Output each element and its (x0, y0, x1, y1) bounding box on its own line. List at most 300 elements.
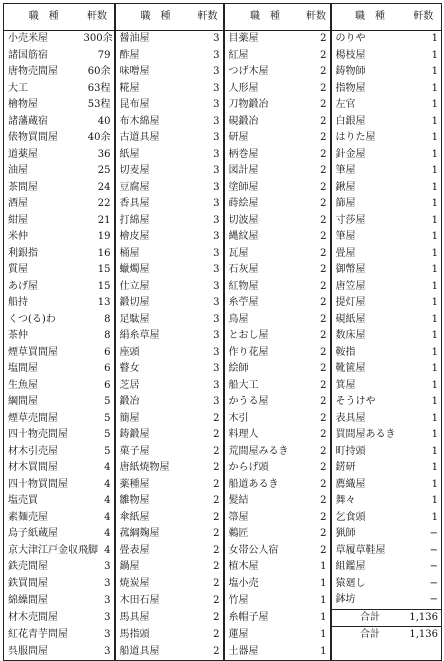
occupation-name: 諸藩蔵宿 (4, 114, 82, 131)
household-count: 2 (320, 363, 327, 375)
occupation-name: 薦織屋 (331, 477, 407, 494)
table-row (4, 510, 442, 527)
occupation-name: 目薬屋 (224, 31, 304, 48)
table-row (4, 81, 442, 98)
household-count: 3 (104, 594, 111, 606)
household-count: − (407, 559, 442, 576)
occupation-name: 靴篋屋 (331, 361, 407, 378)
occupation-name: 切波屋 (224, 213, 304, 230)
household-count: 25 (97, 165, 111, 177)
household-count: 1 (407, 427, 442, 444)
household-count: 4 (104, 528, 111, 540)
occupation-name: 醤油屋 (115, 31, 194, 48)
household-count: 2 (320, 495, 327, 507)
household-count: 4 (104, 544, 111, 556)
occupation-name: 菓子屋 (115, 444, 194, 461)
household-count: 1 (304, 644, 331, 661)
occupation-name: 指物屋 (331, 81, 407, 98)
occupation-name: 糀屋 (115, 81, 194, 98)
occupation-name: 絹糸草屋 (115, 328, 194, 345)
household-count: 3 (213, 99, 220, 111)
household-count: 53程 (87, 99, 111, 111)
occupation-name: 素麺売屋 (4, 510, 82, 527)
occupation-name: 檜物屋 (4, 97, 82, 114)
household-count: 5 (104, 396, 111, 408)
occupation-name: 小売米屋 (4, 31, 82, 48)
occupation-name: 木田石屋 (115, 592, 194, 609)
household-count: 40 (97, 115, 111, 127)
occupation-name: 鞍指 (331, 345, 407, 362)
occupation-name: 木引 (224, 411, 304, 428)
occupation-name: 竹屋 (224, 592, 304, 609)
occupation-name: 蠟燭屋 (115, 262, 194, 279)
occupation-name: はりた屋 (331, 130, 407, 147)
occupation-name: 烏子紙蔵屋 (4, 526, 82, 543)
household-count: 6 (104, 346, 111, 358)
table-row (4, 644, 442, 661)
occupation-name: 篩屋 (331, 196, 407, 213)
table-row (4, 130, 442, 147)
header-count-3: 軒数 (304, 4, 331, 31)
occupation-name: 船大工 (224, 378, 304, 395)
occupation-name: 蒔絵屋 (224, 196, 304, 213)
household-count: 13 (97, 297, 111, 309)
household-count: 2 (213, 511, 220, 523)
table-row (4, 48, 442, 65)
header-occupation-3: 職 種 (224, 4, 304, 31)
table-row (4, 246, 442, 263)
household-count: 4 (104, 478, 111, 490)
occupation-name: 芝居 (115, 378, 194, 395)
household-count: 2 (320, 330, 327, 342)
occupation-name: 米仲 (4, 229, 82, 246)
occupation-name: 馬指頭 (115, 627, 194, 644)
occupation-name: 菰綱麹屋 (115, 526, 194, 543)
occupation-name: 鵜匠 (224, 526, 304, 543)
occupation-name: 針金屋 (331, 147, 407, 164)
household-count: 1 (407, 279, 442, 296)
occupation-name: とおし屋 (224, 328, 304, 345)
household-count: 2 (320, 297, 327, 309)
household-count: 1 (320, 611, 327, 623)
household-count: 2 (320, 313, 327, 325)
total-value: 1,136 (407, 627, 442, 644)
occupation-name: 薬種屋 (115, 477, 194, 494)
household-count: 2 (320, 231, 327, 243)
table-row (4, 229, 442, 246)
table-row (4, 345, 442, 362)
household-count: 3 (213, 49, 220, 61)
table-row (4, 427, 442, 444)
occupation-name: 塗師屋 (224, 180, 304, 197)
household-count: 2 (213, 495, 220, 507)
household-count: 2 (320, 49, 327, 61)
occupation-name: 糸帽子屋 (224, 609, 304, 627)
occupation-name: 唐笠屋 (331, 279, 407, 296)
household-count: 21 (97, 214, 111, 226)
occupation-name: 桶屋 (115, 246, 194, 263)
header-occupation-4: 職 種 (331, 4, 407, 31)
occupation-name: 鉄売間屋 (4, 559, 82, 576)
occupation-name: 御幣屋 (331, 262, 407, 279)
occupation-name: 白銀屋 (331, 114, 407, 131)
household-count: 2 (320, 181, 327, 193)
household-count: 3 (213, 148, 220, 160)
occupation-name: 土器屋 (224, 644, 304, 661)
occupation-name: 鳥屋 (224, 312, 304, 329)
occupation-name: 道薬屋 (4, 147, 82, 164)
table-row (4, 609, 442, 627)
occupation-name: くつ(る)わ (4, 312, 82, 329)
occupation-name: 瓦屋 (224, 246, 304, 263)
table-row (4, 279, 442, 296)
occupation-name: 研屋 (224, 130, 304, 147)
header-count-2: 軒数 (194, 4, 224, 31)
occupation-name: 鍛切屋 (115, 295, 194, 312)
table-row (4, 328, 442, 345)
occupation-name: 船持 (4, 295, 82, 312)
occupation-name: 大工 (4, 81, 82, 98)
occupation-name: 錺研 (331, 460, 407, 477)
household-count: 1 (407, 328, 442, 345)
occupation-name: 猟師 (331, 526, 407, 543)
occupation-name: 塩売買 (4, 493, 82, 510)
household-count: 1 (407, 444, 442, 461)
household-count: 1 (320, 561, 327, 573)
occupation-name: 傘紙屋 (115, 510, 194, 527)
occupation-name: 糸苧屋 (224, 295, 304, 312)
occupation-name: 茶仲 (4, 328, 82, 345)
occupation-name: 鍛冶 (115, 394, 194, 411)
occupation-name: かうる屋 (224, 394, 304, 411)
occupation-name: 豆腐屋 (115, 180, 194, 197)
occupation-name: あげ屋 (4, 279, 82, 296)
household-count: 3 (213, 396, 220, 408)
occupation-name: からげ頭 (224, 460, 304, 477)
occupation-name: 唐紙焼物屋 (115, 460, 194, 477)
household-count: 2 (213, 429, 220, 441)
occupation-name: 酒屋 (4, 196, 82, 213)
household-count: 300余 (83, 33, 113, 45)
household-count: 1 (407, 394, 442, 411)
occupation-name: 塩小売 (224, 576, 304, 593)
occupation-name: 生魚屋 (4, 378, 82, 395)
occupation-name: 紅屋 (224, 48, 304, 65)
table-row (4, 262, 442, 279)
household-count: 60余 (87, 66, 111, 78)
table-row (4, 493, 442, 510)
occupation-name: 煙草売間屋 (4, 411, 82, 428)
household-count: 3 (213, 264, 220, 276)
occupation-name: 植木屋 (224, 559, 304, 576)
occupation-name: 箕屋 (331, 378, 407, 395)
household-count: 8 (104, 313, 111, 325)
household-count: 2 (320, 115, 327, 127)
occupation-name: 俵物買間屋 (4, 130, 82, 147)
household-count: 2 (320, 247, 327, 259)
household-count: 1 (407, 180, 442, 197)
household-count: 4 (104, 495, 111, 507)
occupation-name: 提灯屋 (331, 295, 407, 312)
occupation-name: 簡屋 (115, 411, 194, 428)
occupation-name: 切麦屋 (115, 163, 194, 180)
table-row (4, 147, 442, 164)
occupation-name: 鉄買間屋 (4, 576, 82, 593)
household-count: 3 (213, 363, 220, 375)
occupation-name: 四十物売間屋 (4, 427, 82, 444)
occupation-name: 船道具屋 (115, 644, 194, 661)
header-occupation-1: 職 種 (4, 4, 82, 31)
occupation-name: 人形屋 (224, 81, 304, 98)
household-count: 3 (213, 82, 220, 94)
household-count: 1 (407, 361, 442, 378)
occupation-name: 鋳物師 (331, 64, 407, 81)
occupation-name: 紅花青芋問屋 (4, 627, 82, 644)
occupation-name: 筆屋 (331, 229, 407, 246)
header-count-4: 軒数 (407, 4, 442, 31)
household-count: 2 (213, 462, 220, 474)
occupation-name: 硯紙屋 (331, 312, 407, 329)
household-count: 2 (320, 412, 327, 424)
table-row (4, 97, 442, 114)
household-count: 15 (97, 280, 111, 292)
household-count: 3 (213, 247, 220, 259)
empty-cell (407, 644, 442, 661)
household-count: 3 (104, 577, 111, 589)
occupation-name: 仕立屋 (115, 279, 194, 296)
table-row (4, 295, 442, 312)
household-count: 1 (407, 312, 442, 329)
occupation-name: 鋳鍛屋 (115, 427, 194, 444)
table-row (4, 180, 442, 197)
occupation-name: 鍋屋 (115, 559, 194, 576)
household-count: 3 (213, 198, 220, 210)
household-count: 1 (407, 31, 442, 48)
household-count: 1 (407, 510, 442, 527)
occupation-name: 荒間屋みるき (224, 444, 304, 461)
occupation-name: 座頭 (115, 345, 194, 362)
table-body (4, 31, 442, 661)
table-row (4, 394, 442, 411)
household-count: 2 (320, 379, 327, 391)
household-count: 1 (407, 460, 442, 477)
household-count: 3 (82, 644, 115, 661)
household-count: 1 (407, 262, 442, 279)
occupation-name: 猿廻し (331, 576, 407, 593)
household-count: 3 (213, 132, 220, 144)
table-row (4, 543, 442, 560)
occupation-name: 箒屋 (224, 510, 304, 527)
occupation-name: 絵師 (224, 361, 304, 378)
occupation-name: 買間屋あるき (331, 427, 407, 444)
table-row (4, 361, 442, 378)
household-count: 1 (407, 97, 442, 114)
occupation-name: 紅物屋 (224, 279, 304, 296)
table-row (4, 378, 442, 395)
household-count: 4 (104, 462, 111, 474)
household-count: 8 (104, 330, 111, 342)
occupation-name: 瞽女 (115, 361, 194, 378)
occupation-name: 紙屋 (115, 147, 194, 164)
occupation-name: 数床屋 (331, 328, 407, 345)
occupation-name: 石灰屋 (224, 262, 304, 279)
household-count: 1 (407, 477, 442, 494)
household-count: 3 (213, 330, 220, 342)
household-count: 2 (213, 478, 220, 490)
household-count: 16 (97, 247, 111, 259)
total-label: 合計 (331, 609, 407, 627)
household-count: 2 (320, 511, 327, 523)
household-count: 2 (320, 462, 327, 474)
occupation-count-table (3, 3, 442, 661)
household-count: 6 (104, 379, 111, 391)
occupation-name: つげ木屋 (224, 64, 304, 81)
occupation-name: 硯鍛冶 (224, 114, 304, 131)
occupation-name: 女帯公人宿 (224, 543, 304, 560)
occupation-name: 鉢坊 (331, 592, 407, 609)
household-count: 3 (213, 379, 220, 391)
occupation-name: 表具屋 (331, 411, 407, 428)
occupation-name: 諸国筋宿 (4, 48, 82, 65)
occupation-name: 馬具屋 (115, 609, 194, 627)
occupation-name: 油屋 (4, 163, 82, 180)
occupation-name: 髪結 (224, 493, 304, 510)
occupation-name: 打綿屋 (115, 213, 194, 230)
table-row (4, 460, 442, 477)
household-count: 1 (407, 229, 442, 246)
total-value: 1,136 (407, 609, 442, 627)
household-count: 3 (213, 313, 220, 325)
occupation-name: 作り花屋 (224, 345, 304, 362)
household-count: 63程 (87, 82, 111, 94)
household-count: 3 (213, 214, 220, 226)
occupation-name: 舞々 (331, 493, 407, 510)
occupation-name: 材木買間屋 (4, 460, 82, 477)
household-count: 2 (320, 132, 327, 144)
header-occupation-2: 職 種 (115, 4, 194, 31)
table-row (4, 444, 442, 461)
household-count: 5 (104, 412, 111, 424)
household-count: 3 (213, 165, 220, 177)
occupation-name: 利銀指 (4, 246, 82, 263)
occupation-name: 組鑑屋 (331, 559, 407, 576)
household-count: 1 (407, 48, 442, 65)
occupation-name: 煙草買間屋 (4, 345, 82, 362)
household-count: 2 (320, 264, 327, 276)
household-count: 2 (320, 478, 327, 490)
occupation-name: 船道あるき (224, 477, 304, 494)
household-count: 1 (407, 163, 442, 180)
occupation-name: 寸莎屋 (331, 213, 407, 230)
household-count: 1 (407, 213, 442, 230)
table-row (4, 196, 442, 213)
household-count: 2 (213, 544, 220, 556)
occupation-name: 焼炭屋 (115, 576, 194, 593)
occupation-name: 京大津江戸金収飛脚 (4, 543, 82, 560)
table-row (4, 559, 442, 576)
household-count: − (407, 592, 442, 609)
occupation-name: 昆布屋 (115, 97, 194, 114)
household-count: 2 (213, 577, 220, 589)
household-count: 22 (97, 198, 111, 210)
household-count: 4 (104, 511, 111, 523)
table-row (4, 312, 442, 329)
household-count: 1 (407, 147, 442, 164)
empty-cell (331, 644, 407, 661)
occupation-name: 呉服問屋 (4, 644, 82, 661)
household-count: 79 (97, 49, 111, 61)
household-count: 2 (320, 346, 327, 358)
occupation-name: 紺屋 (4, 213, 82, 230)
household-count: 3 (213, 297, 220, 309)
occupation-name: 刀物鍛冶 (224, 97, 304, 114)
household-count: 1 (407, 114, 442, 131)
occupation-name: 畳屋 (331, 246, 407, 263)
occupation-name: 柄巻屋 (224, 147, 304, 164)
household-count: 2 (320, 165, 327, 177)
household-count: 1 (407, 246, 442, 263)
household-count: 2 (320, 148, 327, 160)
household-count: 2 (213, 445, 220, 457)
household-count: 2 (320, 429, 327, 441)
household-count: 36 (97, 148, 111, 160)
household-count: 3 (213, 280, 220, 292)
household-count: 1 (407, 345, 442, 362)
household-count: 1 (320, 629, 327, 640)
household-count: 15 (97, 264, 111, 276)
household-count: − (407, 576, 442, 593)
table-row (4, 163, 442, 180)
occupation-name: 香具屋 (115, 196, 194, 213)
household-count: 3 (213, 181, 220, 193)
household-count: 2 (320, 396, 327, 408)
household-count: 1 (407, 196, 442, 213)
table-row (4, 64, 442, 81)
occupation-name: 茶間屋 (4, 180, 82, 197)
household-count: 2 (320, 198, 327, 210)
household-count: 1 (320, 577, 327, 589)
occupation-name: 足駄屋 (115, 312, 194, 329)
occupation-name: 左官 (331, 97, 407, 114)
occupation-name: そうけや (331, 394, 407, 411)
household-count: 1 (407, 378, 442, 395)
household-count: 3 (213, 115, 220, 127)
table-row (4, 411, 442, 428)
occupation-name: 唐物売間屋 (4, 64, 82, 81)
table-row (4, 477, 442, 494)
household-count: − (407, 543, 442, 560)
occupation-name: 酢屋 (115, 48, 194, 65)
household-count: 5 (104, 445, 111, 457)
household-count: 3 (213, 33, 220, 45)
header-count-1: 軒数 (82, 4, 115, 31)
occupation-name: 綿繰間屋 (4, 592, 82, 609)
occupation-name: 四十物買間屋 (4, 477, 82, 494)
occupation-name: 材木売間屋 (4, 609, 82, 627)
household-count: 3 (104, 561, 111, 573)
table-row (4, 31, 442, 48)
occupation-name: 乞食頭 (331, 510, 407, 527)
occupation-name: 古道具屋 (115, 130, 194, 147)
occupation-name: 料理人 (224, 427, 304, 444)
household-count: 2 (213, 594, 220, 606)
household-count: 2 (213, 561, 220, 573)
household-count: 3 (104, 611, 111, 623)
household-count: 5 (104, 429, 111, 441)
household-count: 1 (407, 493, 442, 510)
occupation-name: 楊枝屋 (331, 48, 407, 65)
household-count: 1 (320, 594, 327, 606)
